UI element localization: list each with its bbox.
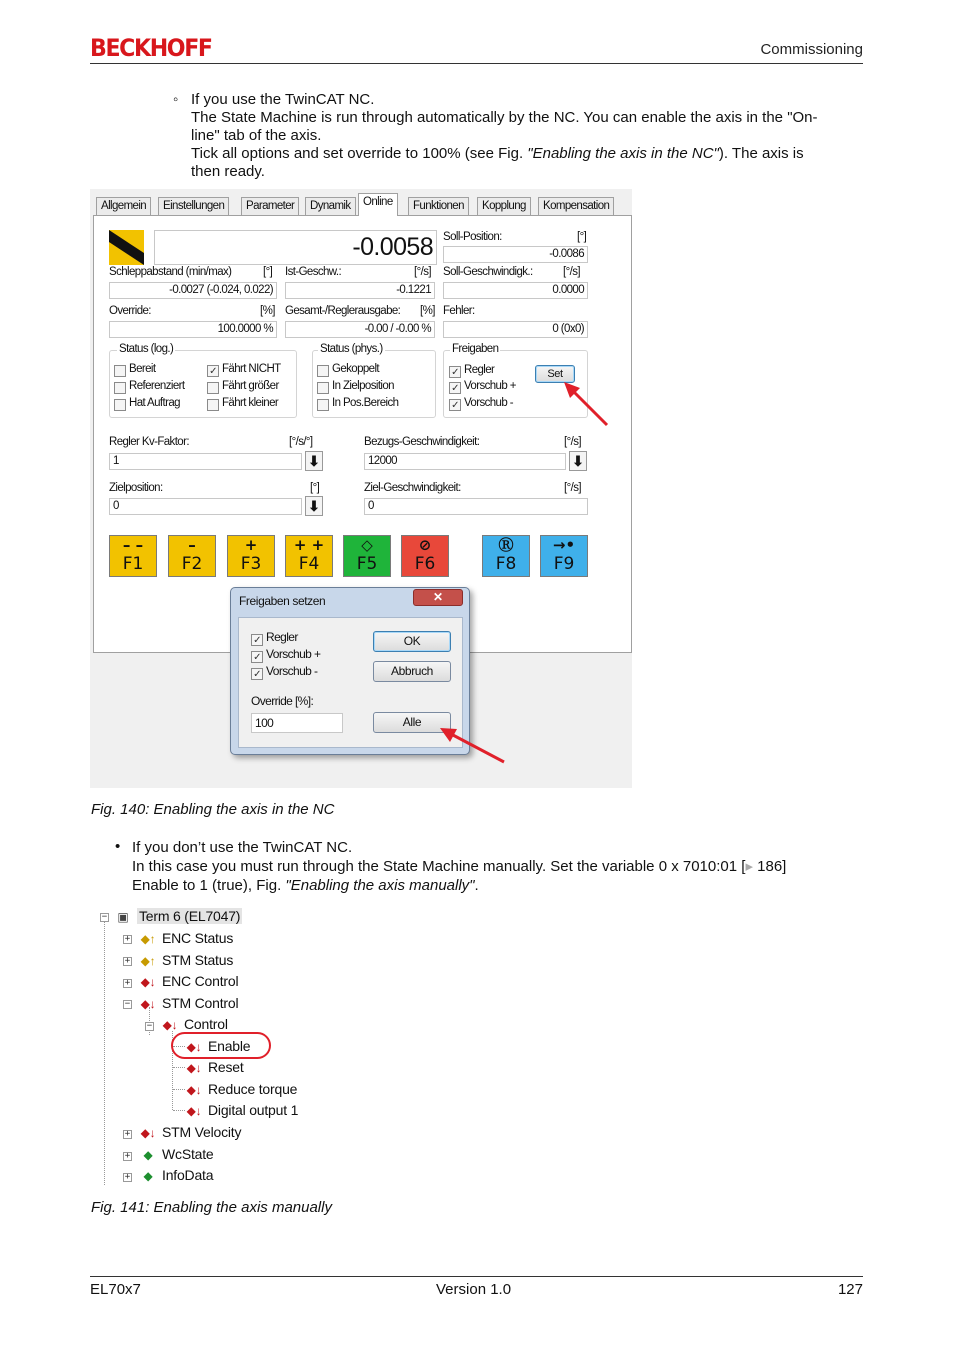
download-arrow-icon[interactable]: ⬇: [305, 496, 323, 516]
fkey-symbol-icon: + +: [293, 536, 325, 554]
fkey-label: F4: [298, 554, 320, 574]
tree-stm-status-label: STM Status: [162, 952, 234, 968]
gesamt-unit: [%]: [420, 305, 435, 317]
tree-stm-velocity-label: STM Velocity: [162, 1124, 242, 1140]
position-display: -0.0058: [154, 230, 437, 265]
expand-icon[interactable]: +: [124, 1151, 131, 1161]
zielposition-label: Zielposition:: [109, 482, 163, 494]
nc-online-screenshot: [90, 189, 632, 788]
input-var-icon: ◆↑: [140, 954, 156, 968]
collapse-icon[interactable]: −: [101, 912, 108, 922]
fkey-label: F9: [553, 554, 575, 574]
footer-page: 127: [837, 1281, 863, 1298]
tree-reduce-torque[interactable]: [186, 1081, 297, 1097]
soll-geschw-label: Soll-Geschwindigk.:: [443, 266, 533, 278]
manual-bullet: •: [115, 838, 121, 855]
tree-enc-control-label: ENC Control: [162, 973, 239, 989]
cb-regler-label: Regler: [464, 364, 495, 376]
collapse-icon[interactable]: −: [124, 999, 131, 1009]
output-var-icon: ◆↓: [140, 997, 156, 1011]
intro-line-3: line" tab of the axis.: [191, 127, 322, 144]
override-value: 100.0000 %: [109, 321, 277, 338]
all-button[interactable]: Alle: [373, 712, 451, 733]
fig-ref-manual[interactable]: "Enabling the axis manually": [285, 877, 475, 894]
manual-line-2: [132, 857, 852, 876]
soll-position-label: Soll-Position:: [443, 231, 502, 243]
override-label: Override:: [109, 305, 151, 317]
status-phys-title: Status (phys.): [320, 343, 383, 355]
expand-icon[interactable]: +: [124, 934, 131, 944]
tab-einstellungen[interactable]: Einstellungen: [158, 197, 229, 216]
manual-line-3a: Enable to 1 (true), Fig.: [132, 877, 286, 894]
expand-icon[interactable]: +: [124, 1129, 131, 1139]
output-var-icon: ◆↓: [186, 1061, 202, 1075]
footer-product: EL70x7: [90, 1281, 141, 1298]
regler-kv-input[interactable]: 1: [109, 453, 302, 470]
fkey-label: F2: [181, 554, 203, 574]
soll-position-unit: [°]: [577, 231, 587, 243]
status-log-title: Status (log.): [119, 343, 174, 355]
dlg-override-label: Override [%]:: [251, 694, 314, 708]
output-var-icon: ◆↓: [186, 1104, 202, 1118]
tab-dynamik[interactable]: Dynamik: [305, 197, 356, 216]
fig-ref-nc[interactable]: "Enabling the axis in the NC": [527, 145, 719, 162]
page-link[interactable]: 186]: [752, 858, 787, 875]
fkey-symbol-icon: →•: [552, 536, 576, 554]
checkbox-checked-icon: ✓: [449, 399, 461, 411]
tree-line: [104, 921, 105, 1185]
tree-enc-status[interactable]: [140, 930, 233, 946]
tree-enc-control[interactable]: [140, 973, 238, 989]
tree-reduce-torque-label: Reduce torque: [208, 1081, 298, 1097]
tree-control-label: Control: [184, 1016, 228, 1032]
annotation-arrows: [90, 189, 632, 788]
cb-gekoppelt-label: Gekoppelt: [332, 363, 380, 375]
gesamt-value: -0.00 / -0.00 %: [285, 321, 435, 338]
fkey-label: F5: [356, 554, 378, 574]
intro-line-4a: Tick all options and set override to 100% (see Fig.: [191, 145, 528, 162]
input-var-icon: ◆↑: [140, 932, 156, 946]
fig140-caption: Fig. 140: Enabling the axis in the NC: [91, 801, 335, 818]
fkey-label: F8: [495, 554, 517, 574]
tab-kompensation[interactable]: Kompensation: [538, 197, 614, 216]
dialog-title: Freigaben setzen: [239, 594, 326, 608]
output-var-icon: ◆↓: [186, 1040, 202, 1054]
intro-line-5: then ready.: [191, 163, 265, 180]
expand-icon[interactable]: +: [124, 978, 131, 988]
schleppabstand-unit: [°]: [263, 266, 273, 278]
checkbox-checked-icon: ✓: [251, 634, 263, 646]
tree-infodata[interactable]: [140, 1167, 213, 1183]
output-var-icon: ◆↓: [140, 975, 156, 989]
set-button[interactable]: Set: [535, 365, 575, 383]
checkbox-checked-icon: ✓: [251, 668, 263, 680]
variable-tree: [95, 903, 355, 1188]
fkey-label: F1: [122, 554, 144, 574]
intro-line-4: [191, 145, 871, 163]
intro-line-1: If you use the TwinCAT NC.: [191, 91, 375, 108]
bezugs-geschw-label: Bezugs-Geschwindigkeit:: [364, 436, 480, 448]
ziel-geschw-input[interactable]: 0: [364, 498, 588, 515]
sub-bullet: ◦: [173, 91, 179, 108]
cb-referenziert-label: Referenziert: [129, 380, 185, 392]
dlg-cb-regler-label: Regler: [266, 630, 298, 644]
dlg-override-input[interactable]: 100: [251, 713, 343, 733]
ziel-geschw-unit: [°/s]: [564, 482, 581, 494]
ziel-geschw-label: Ziel-Geschwindigkeit:: [364, 482, 461, 494]
schleppabstand-current: -0.0027: [169, 284, 204, 296]
soll-position-value: -0.0086: [443, 246, 588, 263]
intro-line-4c: ). The axis is: [718, 145, 804, 162]
manual-paragraph: [132, 838, 852, 895]
ist-geschw-value: -0.1221: [285, 282, 435, 299]
tree-reset-label: Reset: [208, 1059, 244, 1075]
soll-geschw-value: 0.0000: [443, 282, 588, 299]
manual-line-1: If you don’t use the TwinCAT NC.: [132, 839, 353, 856]
expand-icon[interactable]: +: [124, 1172, 131, 1182]
checkbox-checked-icon: ✓: [251, 651, 263, 663]
fehler-label: Fehler:: [443, 305, 475, 317]
bezugs-geschw-input[interactable]: 12000: [364, 453, 566, 470]
fkey-symbol-icon: – –: [122, 536, 144, 554]
tab-funktionen[interactable]: Funktionen: [408, 197, 469, 216]
tree-stm-control-label: STM Control: [162, 995, 239, 1011]
regler-kv-unit: [°/s/°]: [289, 436, 313, 448]
zielposition-input[interactable]: 0: [109, 498, 302, 515]
tree-root[interactable]: [115, 908, 242, 924]
tree-digital-output[interactable]: [186, 1102, 298, 1118]
regler-kv-label: Regler Kv-Faktor:: [109, 436, 189, 448]
tree-line: [173, 1067, 185, 1068]
zielposition-unit: [°]: [310, 482, 320, 494]
fkey-symbol-icon: +: [244, 536, 258, 554]
intro-paragraph: [191, 91, 871, 181]
bezugs-geschw-unit: [°/s]: [564, 436, 581, 448]
fig141-caption: Fig. 141: Enabling the axis manually: [91, 1199, 332, 1216]
tree-stm-control[interactable]: [140, 995, 238, 1011]
collapse-icon[interactable]: −: [146, 1021, 153, 1031]
output-var-icon: ◆↓: [162, 1018, 178, 1032]
output-var-icon: ◆↓: [186, 1083, 202, 1097]
arrow-to-alle: [451, 734, 504, 762]
schleppabstand-range: (-0.024, 0.022): [206, 284, 273, 296]
checkbox-checked-icon: ✓: [449, 382, 461, 394]
tree-line: [173, 1110, 185, 1111]
cb-in-zielposition-label: In Zielposition: [332, 380, 394, 392]
fkey-symbol-icon: Ⓡ: [498, 536, 514, 554]
fkey-label: F6: [414, 554, 436, 574]
cb-vorschub-plus-label: Vorschub +: [464, 380, 516, 392]
close-icon[interactable]: ✕: [413, 589, 463, 606]
expand-icon[interactable]: +: [124, 956, 131, 966]
download-arrow-icon[interactable]: ⬇: [569, 451, 587, 471]
cb-bereit-label: Bereit: [129, 363, 156, 375]
freigaben-title: Freigaben: [452, 343, 499, 355]
beckhoff-logo: BECKHOFF: [90, 34, 212, 62]
footer-version: Version 1.0: [436, 1281, 512, 1298]
ok-button[interactable]: OK: [373, 631, 451, 652]
status-var-icon: ◆: [143, 1148, 153, 1162]
tree-wcstate-label: WcState: [162, 1146, 214, 1162]
tab-online[interactable]: Online: [358, 193, 398, 216]
terminal-icon: ▣: [117, 910, 129, 924]
tree-reset[interactable]: [186, 1059, 244, 1075]
enable-highlight: [171, 1032, 271, 1059]
output-var-icon: ◆↓: [140, 1126, 156, 1140]
ist-geschw-unit: [°/s]: [414, 266, 431, 278]
dlg-cb-vorschub-plus-label: Vorschub +: [266, 647, 321, 661]
header-rule: [90, 63, 863, 64]
tree-root-label: Term 6 (EL7047): [139, 908, 241, 924]
cb-faehrt-kleiner-label: Fährt kleiner: [222, 397, 279, 409]
manual-bracket: [: [737, 858, 746, 875]
fkey-label: F3: [240, 554, 262, 574]
tree-digital-output-label: Digital output 1: [208, 1102, 299, 1118]
intro-line-2: The State Machine is run through automatically by the NC. You can enable the axis in the "On-: [191, 109, 818, 126]
checkbox-checked-icon: ✓: [207, 365, 219, 377]
fkey-symbol-icon: ◇: [361, 536, 373, 554]
cb-vorschub-minus-label: Vorschub -: [464, 397, 513, 409]
gesamt-label: Gesamt-/Reglerausgabe:: [285, 305, 401, 317]
cb-faehrt-nicht-label: Fährt NICHT: [222, 363, 281, 375]
tree-control[interactable]: [162, 1016, 228, 1032]
fkey-symbol-icon: ⊘: [418, 536, 432, 554]
manual-line-3: [132, 876, 852, 895]
status-var-icon: ◆: [143, 1169, 153, 1183]
arrow-to-set: [572, 390, 607, 425]
cancel-button[interactable]: Abbruch: [373, 661, 451, 682]
cb-hat-auftrag-label: Hat Auftrag: [129, 397, 180, 409]
tree-wcstate[interactable]: [140, 1146, 214, 1162]
tree-line: [173, 1089, 185, 1090]
download-arrow-icon[interactable]: ⬇: [305, 451, 323, 471]
cb-in-pos-bereich-label: In Pos.Bereich: [332, 397, 399, 409]
tree-infodata-label: InfoData: [162, 1167, 214, 1183]
section-title: Commissioning: [760, 41, 863, 58]
tree-enable-label: Enable: [208, 1038, 251, 1054]
ist-geschw-label: Ist-Geschw.:: [285, 266, 342, 278]
object-index: 0 x 7010:01: [658, 858, 738, 875]
tree-enc-status-label: ENC Status: [162, 930, 234, 946]
override-unit: [%]: [260, 305, 275, 317]
manual-line-2a: In this case you must run through the State Machine manually. Set the variable: [132, 858, 659, 875]
checkbox-checked-icon: ✓: [449, 366, 461, 378]
footer-rule: [90, 1276, 863, 1277]
fehler-value: 0 (0x0): [443, 321, 588, 338]
tab-kopplung[interactable]: Kopplung: [477, 197, 531, 216]
manual-line-3c: .: [474, 877, 479, 894]
cb-faehrt-groesser-label: Fährt größer: [222, 380, 279, 392]
soll-geschw-unit: [°/s]: [563, 266, 580, 278]
tree-stm-status[interactable]: [140, 952, 233, 968]
fkey-symbol-icon: –: [188, 536, 196, 554]
tab-allgemein[interactable]: Allgemein: [96, 197, 151, 216]
dlg-cb-vorschub-minus-label: Vorschub -: [266, 664, 318, 678]
tab-parameter[interactable]: Parameter: [241, 197, 299, 216]
schleppabstand-label: Schleppabstand (min/max): [109, 266, 232, 278]
link-arrow-icon[interactable]: ▸: [745, 858, 753, 875]
tree-stm-velocity[interactable]: [140, 1124, 241, 1140]
